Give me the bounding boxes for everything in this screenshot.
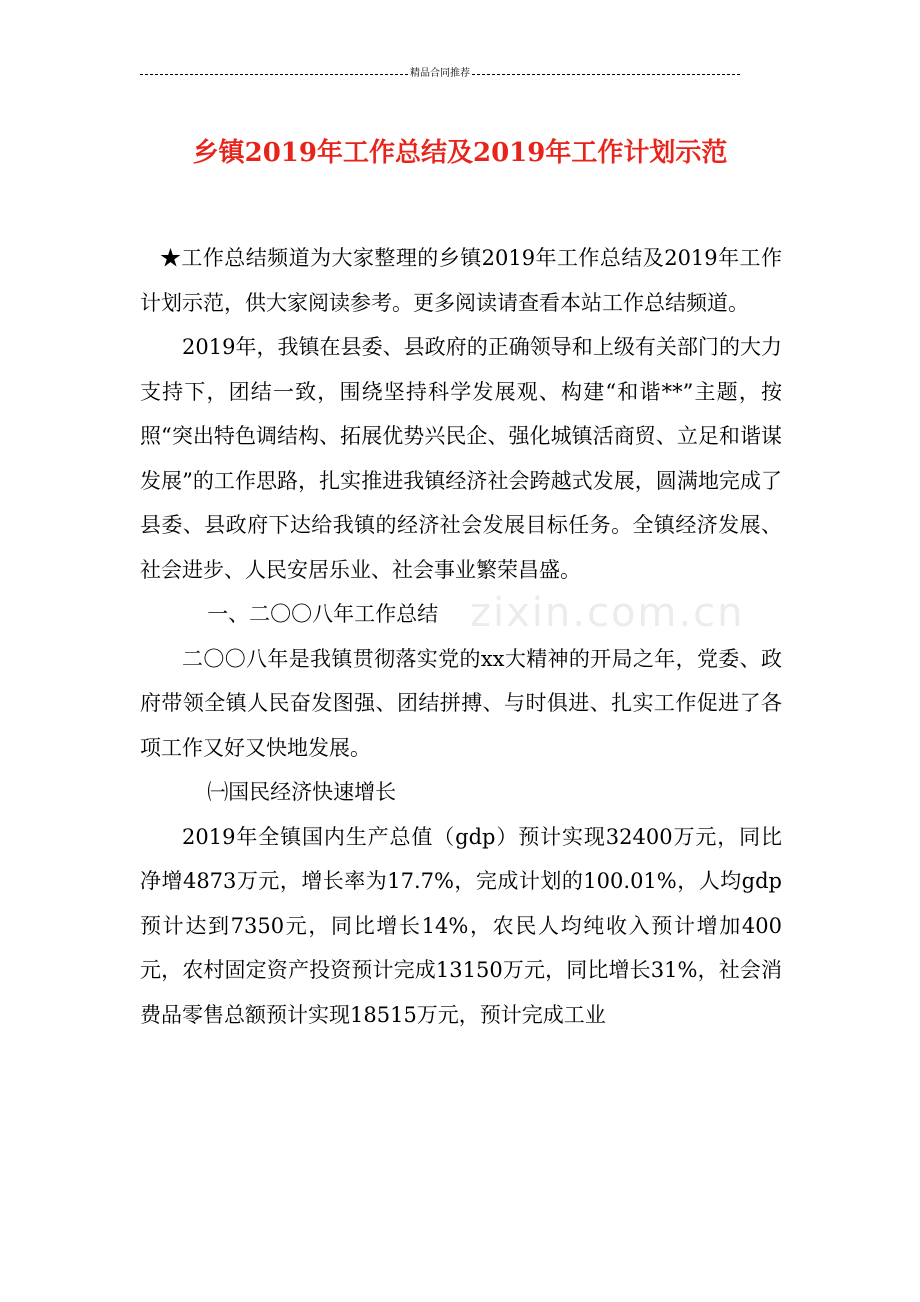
section-heading: 一、二〇〇八年工作总结 — [207, 602, 439, 626]
economy-paragraph: 2019年全镇国内生产总值（gdp）预计实现32400万元，同比净增4873万元，增长率为17.7%，完成计划的100.01%，人均gdp预计达到7350元，同比增长14%，农民人均纯收入预计增加400元，农村固定资产投资预计完成13150万元，同比增长31%，社会消费品零售总额预计实现18515万元，预计完成工业 — [140, 824, 782, 1027]
document-title: 乡镇2019年工作总结及2019年工作计划示范 — [192, 138, 728, 169]
section-paragraph: 二〇〇八年是我镇贯彻落实党的xx大精神的开局之年，党委、政府带领全镇人民奋发图强、团结拼搏、与时俱进、扎实工作促进了各项工作又好又快地发展。 — [140, 646, 782, 760]
overview-paragraph: 2019年，我镇在县委、县政府的正确领导和上级有关部门的大力支持下，团结一致，围绕坚持科学发展观、构建“和谐**”主题，按照“突出特色调结构、拓展优势兴民企、强化城镇活商贸、立足和谐谋发展”的工作思路，扎实推进我镇经济社会跨越式发展，圆满地完成了县委、县政府下达给我镇的经济社会发展目标任务。全镇经济发展、社会进步、人民安居乐业、社会事业繁荣昌盛。 — [140, 335, 782, 582]
watermark: zixin.com.cn — [470, 590, 745, 636]
document-body — [140, 236, 782, 1037]
header-label: 精品合同推荐 — [410, 68, 470, 79]
header-dashes-right — [472, 74, 740, 75]
subsection-heading: ㈠国民经济快速增长 — [207, 780, 397, 804]
header-dashes-left — [140, 74, 408, 75]
page-header — [140, 66, 740, 82]
intro-paragraph: ★工作总结频道为大家整理的乡镇2019年工作总结及2019年工作计划示范，供大家阅读参考。更多阅读请查看本站工作总结频道。 — [140, 246, 782, 315]
